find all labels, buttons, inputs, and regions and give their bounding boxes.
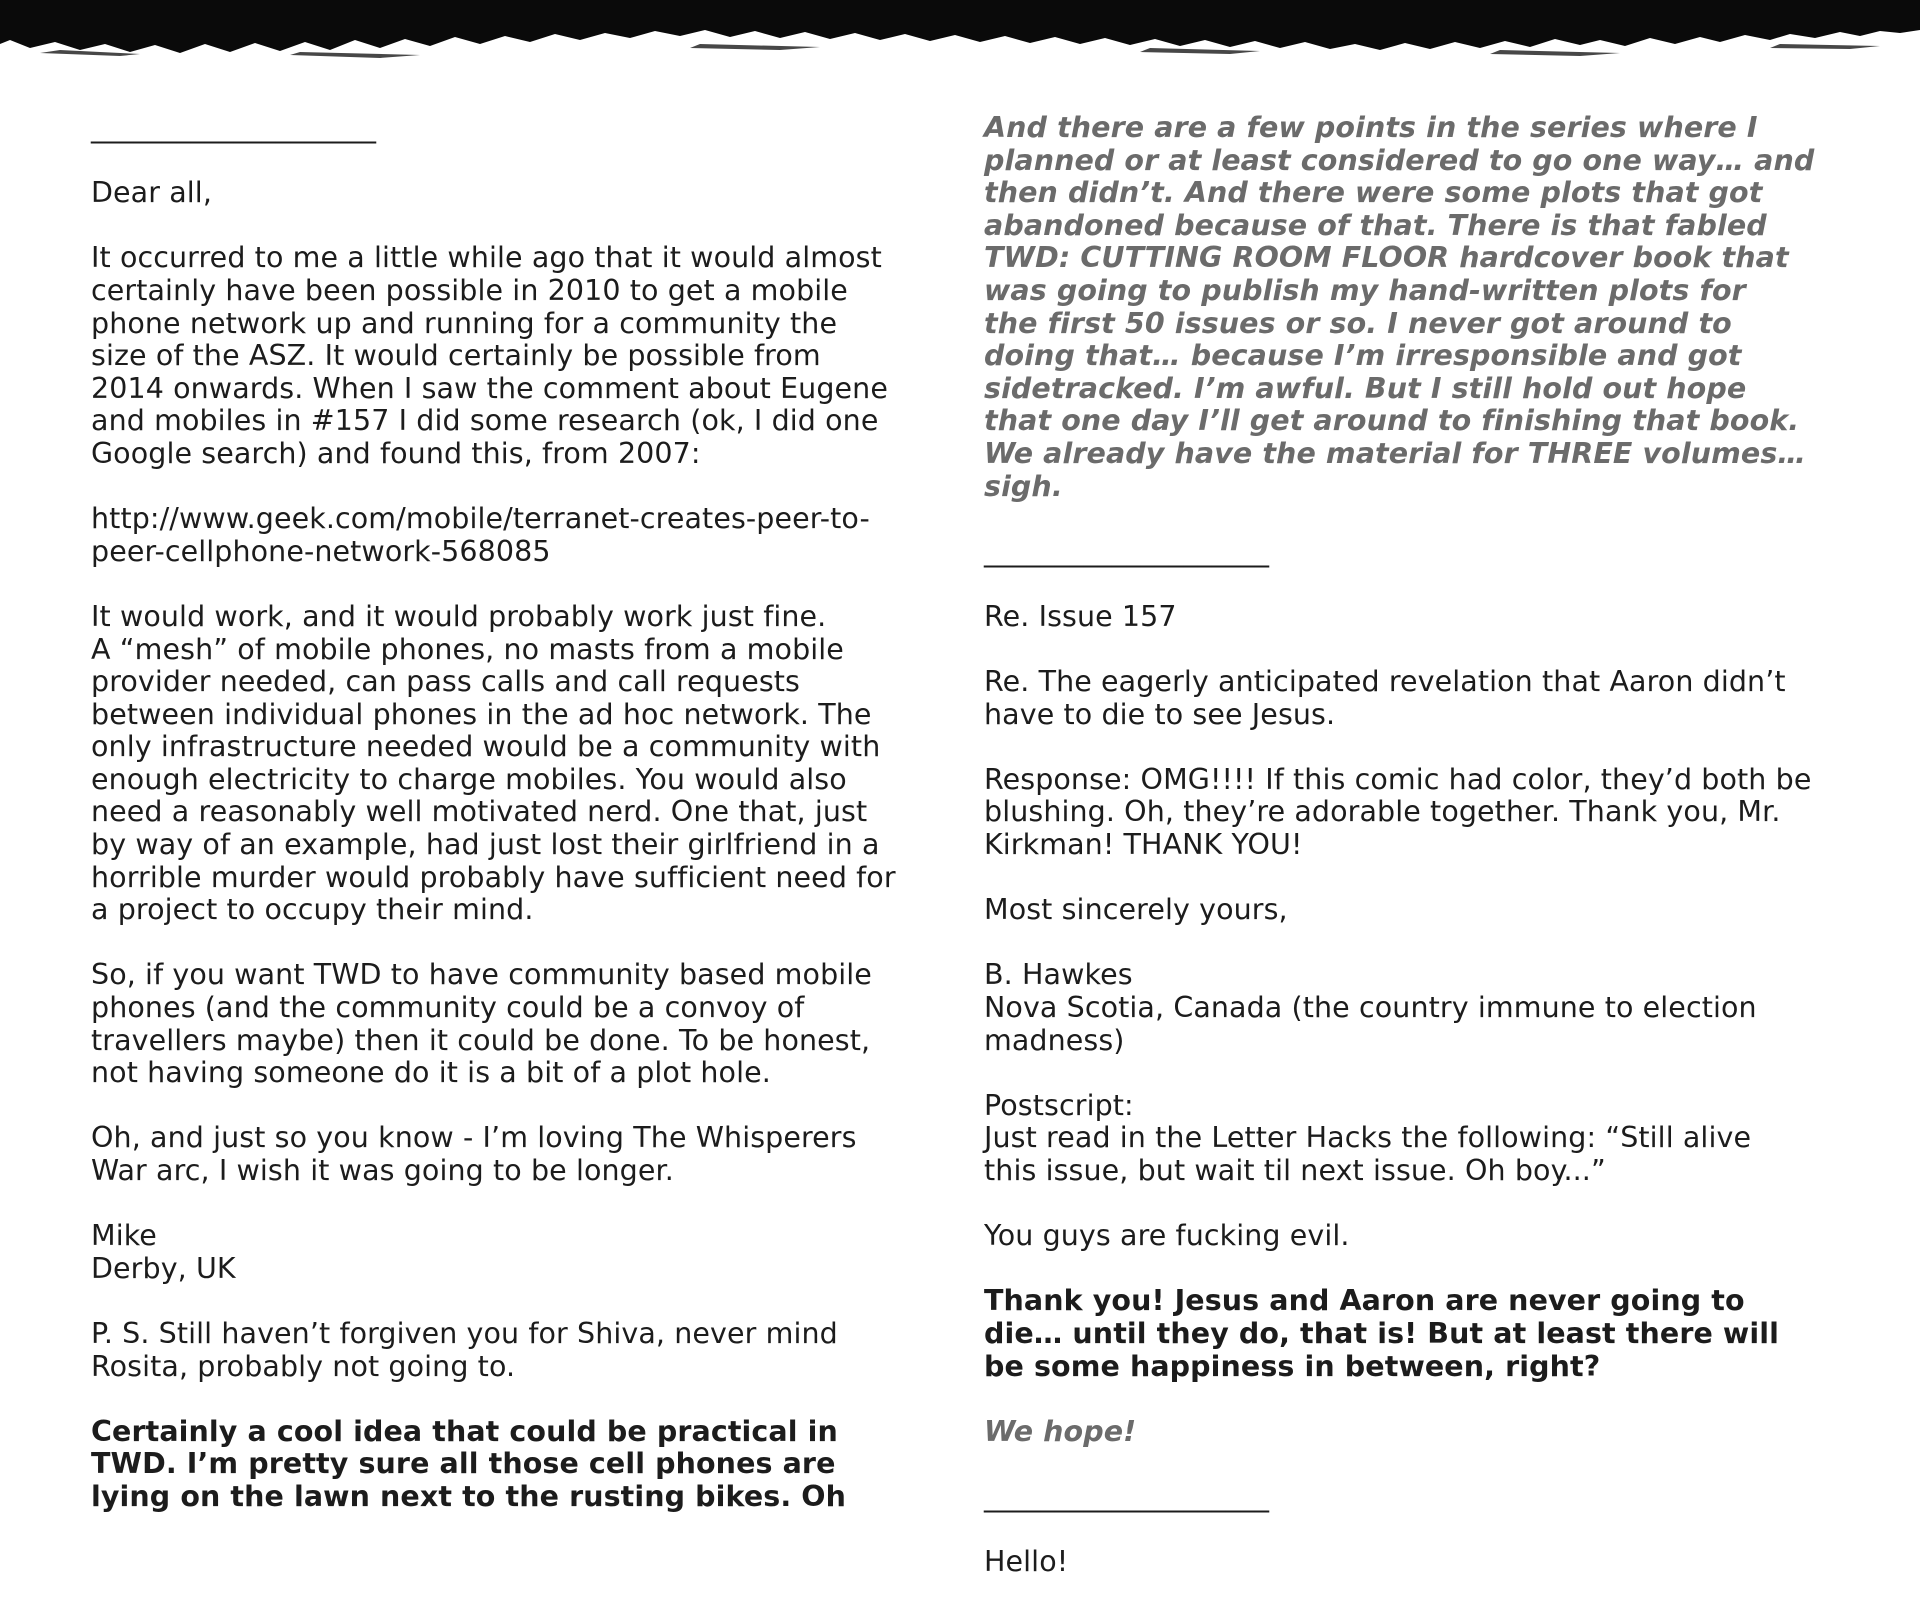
letter-salutation: Dear all, bbox=[91, 176, 212, 210]
letter-closing: Most sincerely yours, bbox=[984, 893, 1288, 927]
letter-subject: Re. Issue 157 bbox=[984, 599, 1177, 633]
letter-postscript: P. S. Still haven’t forgiven you for Shiva, never mind Rosita, probably not going to. bbox=[91, 1316, 838, 1383]
letter-signature: Mike Derby, UK bbox=[91, 1219, 236, 1285]
letters-right-column bbox=[984, 112, 1824, 1611]
letter-postscript: Postscript: Just read in the Letter Hacks the following: “Still alive this issue, but wait til next issue. Oh boy...” bbox=[984, 1088, 1752, 1187]
editor-reply: Certainly a cool idea that could be practical in TWD. I’m pretty sure all those cell phones are lying on the lawn next to the rusting bikes. Oh bbox=[91, 1414, 846, 1513]
letter-link: http://www.geek.com/mobile/terranet-creates-peer-to- peer-cellphone-network-568085 bbox=[91, 502, 870, 568]
editor-reply: Thank you! Jesus and Aaron are never going to die… until they do, that is! But at least there will be some happiness in between, right? bbox=[984, 1284, 1779, 1383]
next-letter-salutation: Hello! bbox=[984, 1545, 1069, 1579]
letter-divider: ____________________ bbox=[984, 1479, 1269, 1513]
letter-paragraph: So, if you want TWD to have community based mobile phones (and the community could be a convoy of travellers maybe) then it could be done. To be honest, not having someone do it is a bit of a plot hole. bbox=[91, 958, 872, 1090]
grunge-top-border bbox=[0, 0, 1920, 64]
editor-reply-tagline: We hope! bbox=[984, 1414, 1137, 1448]
letter-paragraph: You guys are fucking evil. bbox=[984, 1219, 1350, 1253]
letter-divider: ____________________ bbox=[91, 111, 376, 144]
letter-divider: ____________________ bbox=[984, 534, 1269, 568]
letter-paragraph: It occurred to me a little while ago that it would almost certainly have been possible in 2010 to get a mobile phone network up and running for a community the size of the ASZ. It would certainly be possible from 2014 onwards. When I saw the comment about Eugene and mobiles in #157 I did some research (ok, I did one Google search) and found this, from 2007: bbox=[91, 241, 888, 470]
letter-signature: B. Hawkes Nova Scotia, Canada (the country immune to election madness) bbox=[984, 958, 1757, 1057]
letter-paragraph: Re. The eagerly anticipated revelation that Aaron didn’t have to die to see Jesus. bbox=[984, 665, 1786, 731]
letter-paragraph: It would work, and it would probably work just fine. A “mesh” of mobile phones, no masts from a mobile provider needed, can pass calls and call requests between individual phones in the ad hoc network. The only infrastructure needed would be a community with enough electricity to charge mobiles. You would also need a reasonably well motivated nerd. One that, just by way of an example, had just lost their girlfriend in a horrible murder would probably have sufficient need for a project to occupy their mind. bbox=[91, 599, 896, 927]
editor-reply-continued: And there are a few points in the series where I planned or at least considered to go one way… and then didn’t. And there were some plots that got abandoned because of that. There is that fabled TWD: CUTTING ROOM FLOOR hardcover book that was going to publish my hand-written plots for the first 50 issues or so. I never got around to doing that… because I’m irresponsible and got sidetracked. I’m awful. But I still hold out hope that one day I’ll get around to finishing that book. We already have the material for THREE volumes… sigh. bbox=[984, 111, 1815, 503]
letter-paragraph: Oh, and just so you know - I’m loving The Whisperers War arc, I wish it was going to be longer. bbox=[91, 1121, 857, 1187]
letter-paragraph: Response: OMG!!!! If this comic had color, they’d both be blushing. Oh, they’re adorable together. Thank you, Mr. Kirkman! THANK YOU! bbox=[984, 762, 1812, 862]
letters-left-column bbox=[91, 112, 931, 1546]
